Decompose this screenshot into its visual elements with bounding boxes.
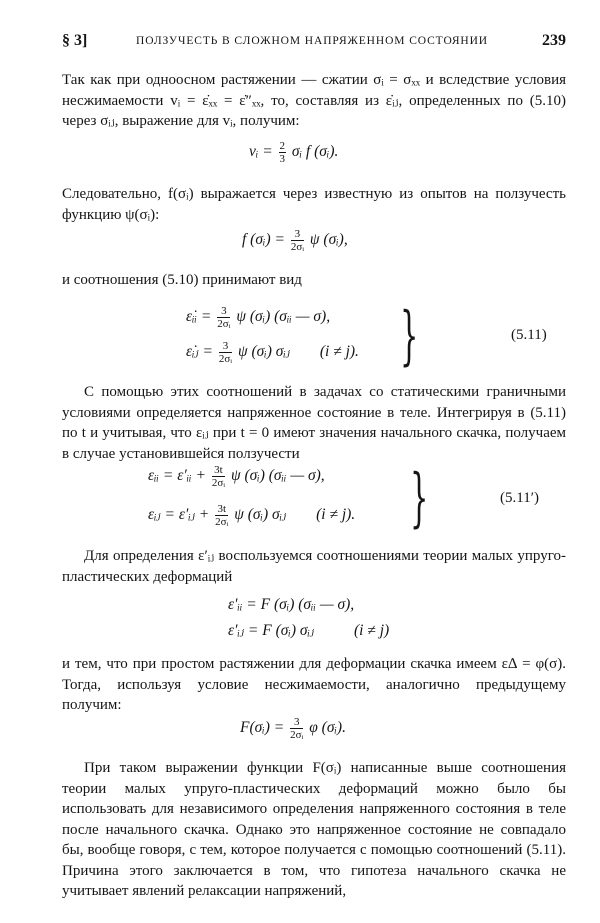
equation-label-5-11: (5.11) [511, 327, 547, 343]
equation-F: F(σᵢ) = $\frac{3}{\text{2σᵢ}}$ φ (σᵢ). [240, 716, 346, 741]
equation-v: vᵢ = $\frac{2}{3}$ σᵢ f (σᵢ). [249, 140, 339, 165]
section-mark: § 3] [62, 32, 88, 49]
equation-5-11-a: ε̇ᵢᵢ = $\frac{3}{\text{2σᵢ}}$ ψ (σᵢ) (σᵢᵢ — σ), [186, 305, 331, 330]
right-brace: } [410, 461, 429, 535]
equation-5-11p-b: εᵢⱼ = ε′ᵢⱼ + $\frac{3t}{\text{2σᵢ}}$ ψ (σᵢ) σᵢⱼ (i ≠ j). [148, 503, 356, 528]
equation-elastic-a: ε′ᵢᵢ = F (σᵢ) (σᵢᵢ — σ), [228, 596, 355, 613]
page-number: 239 [542, 32, 566, 49]
equation-label-5-11-prime: (5.11′) [500, 490, 539, 506]
equation-5-11p-a: εᵢᵢ = ε′ᵢᵢ + $\frac{3t}{\text{2σᵢ}}$ ψ (σᵢ) (σᵢᵢ — σ), [148, 464, 325, 489]
paragraph-6: и тем, что при простом растяжении для деформации скачка имеем ε∆ = φ(σ). Тогда, используя условие несжимаемости, аналогично предыдущему получим: [62, 656, 566, 713]
equation-f: f (σᵢ) = $\frac{3}{\text{2σᵢ}}$ ψ (σᵢ), [242, 228, 348, 253]
paragraph-2: Следовательно, f(σᵢ) выражается через известную из опытов на ползучесть функцию ψ(σᵢ): [62, 186, 566, 223]
paragraph-5: Для определения ε′ᵢⱼ воспользуемся соотношениями теории малых упруго-пластических деформаций [62, 548, 566, 585]
paragraph-1: Так как при одноосном растяжении — сжатии σᵢ = σₓₓ и вследствие условия несжимаемости vᵢ = ε̇ₓₓ = ε̇″ₓₓ, то, составляя из ε̇ᵢⱼ, определенных по (5.10) через σᵢⱼ, выражение для vᵢ, получим: [62, 72, 566, 129]
running-title: ПОЛЗУЧЕСТЬ В СЛОЖНОМ НАПРЯЖЕННОМ СОСТОЯНИИ [136, 35, 489, 47]
running-header [62, 32, 566, 56]
equation-5-11-b: ε̇ᵢⱼ = $\frac{3}{\text{2σᵢ}}$ ψ (σᵢ) σᵢⱼ (i ≠ j). [186, 340, 359, 365]
equation-elastic-b: ε′ᵢⱼ = F (σᵢ) σᵢⱼ (i ≠ j) [228, 622, 390, 639]
paragraph-4: С помощью этих соотношений в задачах со статическими граничными условиями определяется напряженное состояние в теле. Интегрируя в (5.11) по t и учитывая, что εᵢⱼ при t = 0 имеют значения начального скачка, получаем в случае установившейся ползучести [62, 384, 566, 462]
paragraph-7: При таком выражении функции F(σᵢ) написанные выше соотношения теории малых упруго-пластических деформаций можно было бы использовать для независимого определения напряженного состояния в теле после начального скачка. Однако это напряженное состояние не совпадало бы, вообще говоря, с тем, которое получается с помощью соотношений (5.11). Причина этого заключается в том, что гипотеза начального скачка не учитывает явлений релаксации напряжений, [62, 760, 566, 899]
paragraph-3: и соотношения (5.10) принимают вид [62, 272, 302, 288]
right-brace: } [400, 299, 419, 373]
